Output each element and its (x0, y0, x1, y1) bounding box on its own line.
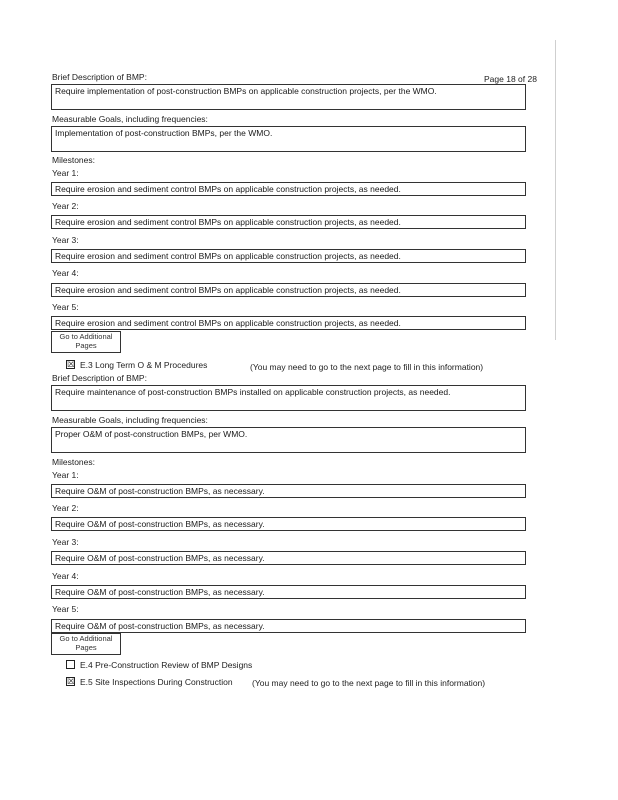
scan-edge-line (555, 40, 556, 340)
year-2-field-2[interactable]: Require O&M of post-construction BMPs, as necessary. (51, 517, 526, 531)
measurable-goals-label-1: Measurable Goals, including frequencies: (52, 114, 208, 124)
brief-description-label-1: Brief Description of BMP: (52, 72, 147, 82)
year-3-field[interactable]: Require erosion and sediment control BMPs on applicable construction projects, as needed. (51, 249, 526, 263)
measurable-goals-field-1[interactable]: Implementation of post-construction BMPs, per the WMO. (51, 126, 526, 152)
e3-checkbox[interactable]: ☒ (67, 359, 76, 369)
year-1-field[interactable]: Require erosion and sediment control BMPs on applicable construction projects, as needed. (51, 182, 526, 196)
milestones-label-2: Milestones: (52, 457, 95, 467)
year-3-label-2: Year 3: (52, 537, 79, 547)
milestones-label-1: Milestones: (52, 155, 95, 165)
brief-description-field-1[interactable]: Require implementation of post-construction BMPs on applicable construction projects, per the WMO. (51, 84, 526, 110)
go-to-additional-pages-button-1[interactable] (51, 331, 121, 353)
year-1-label: Year 1: (52, 168, 79, 178)
year-3-label: Year 3: (52, 235, 79, 245)
measurable-goals-field-2[interactable]: Proper O&M of post-construction BMPs, per WMO. (51, 427, 526, 453)
e3-note: (You may need to go to the next page to fill in this information) (250, 362, 484, 372)
e5-note: (You may need to go to the next page to fill in this information) (252, 678, 486, 688)
go-to-additional-line1-2: Go to Additional (59, 634, 113, 643)
e4-checkbox[interactable] (66, 660, 75, 669)
year-4-field-2[interactable]: Require O&M of post-construction BMPs, as necessary. (51, 585, 526, 599)
page-number: Page 18 of 28 (484, 74, 537, 84)
go-to-additional-line2: Pages (75, 341, 97, 350)
measurable-goals-label-2: Measurable Goals, including frequencies: (52, 415, 208, 425)
brief-description-field-2[interactable]: Require maintenance of post-construction BMPs installed on applicable construction projects, as needed. (51, 385, 526, 411)
e5-label: E.5 Site Inspections During Construction (80, 677, 233, 687)
e5-checkbox[interactable]: ☒ (67, 676, 76, 686)
e3-label: E.3 Long Term O & M Procedures (80, 360, 208, 370)
year-2-label: Year 2: (52, 201, 79, 211)
year-5-label: Year 5: (52, 302, 79, 312)
year-3-field-2[interactable]: Require O&M of post-construction BMPs, as necessary. (51, 551, 526, 565)
year-4-label: Year 4: (52, 268, 79, 278)
year-4-label-2: Year 4: (52, 571, 79, 581)
year-2-label-2: Year 2: (52, 503, 79, 513)
year-5-field[interactable]: Require erosion and sediment control BMPs on applicable construction projects, as needed. (51, 316, 526, 330)
year-4-field[interactable]: Require erosion and sediment control BMPs on applicable construction projects, as needed. (51, 283, 526, 297)
e4-label: E.4 Pre-Construction Review of BMP Designs (80, 660, 253, 670)
brief-description-label-2: Brief Description of BMP: (52, 373, 147, 383)
year-1-label-2: Year 1: (52, 470, 79, 480)
go-to-additional-pages-button-2[interactable] (51, 633, 121, 655)
go-to-additional-line1: Go to Additional (59, 332, 113, 341)
year-5-label-2: Year 5: (52, 604, 79, 614)
go-to-additional-line2-2: Pages (75, 643, 97, 652)
year-5-field-2[interactable]: Require O&M of post-construction BMPs, as necessary. (51, 619, 526, 633)
year-2-field[interactable]: Require erosion and sediment control BMPs on applicable construction projects, as needed. (51, 215, 526, 229)
year-1-field-2[interactable]: Require O&M of post-construction BMPs, as necessary. (51, 484, 526, 498)
